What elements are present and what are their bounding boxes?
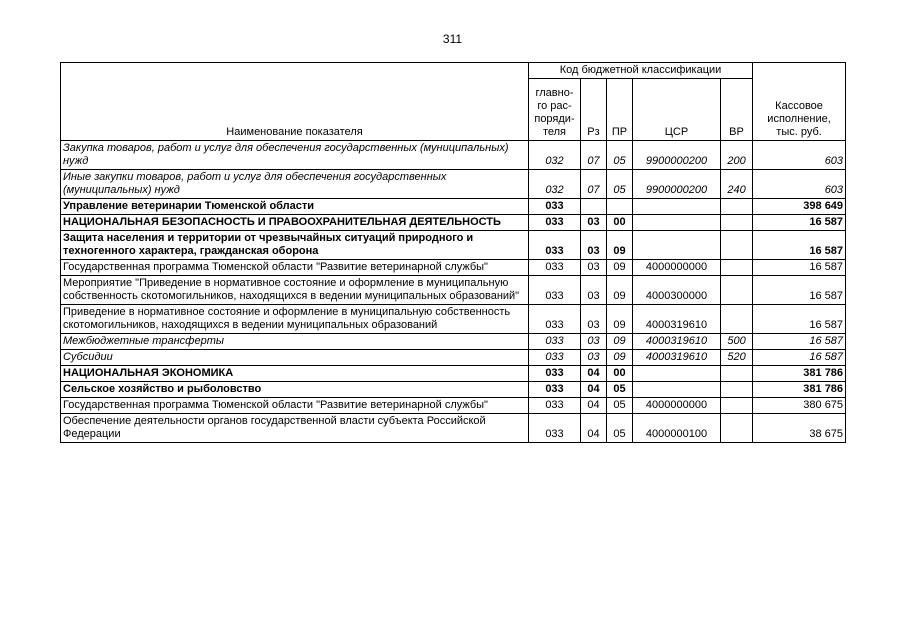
table-body [61,141,846,443]
cell-pr: 09 [607,231,633,260]
header-cash: Кассовое исполнение, тыс. руб. [753,63,846,141]
header-rz: Рз [581,79,607,141]
cell-sum: 16 587 [753,305,846,334]
cell-name: НАЦИОНАЛЬНАЯ ЭКОНОМИКА [61,366,529,382]
table-row [61,398,846,414]
cell-rz: 04 [581,382,607,398]
cell-rz [581,199,607,215]
table-row [61,260,846,276]
cell-pr: 09 [607,305,633,334]
cell-csr: 4000319610 [633,350,721,366]
cell-vr [721,414,753,443]
header-csr: ЦСР [633,79,721,141]
header-name: Наименование показателя [61,63,529,141]
cell-rz: 03 [581,260,607,276]
cell-csr: 4000000000 [633,398,721,414]
cell-rz: 03 [581,350,607,366]
cell-csr: 4000000100 [633,414,721,443]
cell-pr: 00 [607,215,633,231]
cell-sum: 16 587 [753,231,846,260]
budget-table [60,62,846,443]
cell-vr [721,398,753,414]
cell-sum: 380 675 [753,398,846,414]
cell-glavn: 033 [529,334,581,350]
cell-rz: 03 [581,215,607,231]
table-row [61,366,846,382]
cell-csr: 4000000000 [633,260,721,276]
cell-csr: 4000300000 [633,276,721,305]
cell-sum: 16 587 [753,334,846,350]
cell-rz: 03 [581,276,607,305]
cell-glavn: 033 [529,276,581,305]
cell-glavn: 033 [529,366,581,382]
cell-sum: 381 786 [753,382,846,398]
table-row [61,382,846,398]
page-number: 311 [442,32,463,46]
table-row [61,414,846,443]
cell-glavn: 033 [529,305,581,334]
cell-sum: 381 786 [753,366,846,382]
cell-sum: 16 587 [753,350,846,366]
cell-pr: 09 [607,260,633,276]
cell-vr: 200 [721,141,753,170]
cell-sum: 603 [753,141,846,170]
cell-rz: 03 [581,231,607,260]
cell-name: Межбюджетные трансферты [61,334,529,350]
cell-rz: 03 [581,305,607,334]
cell-vr [721,366,753,382]
cell-vr [721,276,753,305]
table-row [61,350,846,366]
cell-vr [721,260,753,276]
cell-csr [633,231,721,260]
cell-pr [607,199,633,215]
table-row [61,276,846,305]
cell-glavn: 033 [529,414,581,443]
cell-rz: 04 [581,398,607,414]
cell-glavn: 033 [529,382,581,398]
cell-vr [721,215,753,231]
header-pr: ПР [607,79,633,141]
cell-sum: 16 587 [753,276,846,305]
cell-name: Субсидии [61,350,529,366]
cell-csr [633,215,721,231]
cell-glavn: 032 [529,141,581,170]
cell-glavn: 033 [529,215,581,231]
cell-vr [721,199,753,215]
cell-vr: 520 [721,350,753,366]
cell-glavn: 033 [529,260,581,276]
cell-pr: 05 [607,414,633,443]
table-row [61,334,846,350]
table-row [61,215,846,231]
cell-name: Мероприятие "Приведение в нормативное состояние и оформление в муниципальную собственность скотомогильников, находящихся в ведении муниципальных образований" [61,276,529,305]
cell-vr: 240 [721,170,753,199]
table-row [61,305,846,334]
table-row [61,231,846,260]
cell-sum: 16 587 [753,215,846,231]
cell-name: Государственная программа Тюменской области "Развитие ветеринарной службы" [61,260,529,276]
cell-glavn: 032 [529,170,581,199]
cell-name: НАЦИОНАЛЬНАЯ БЕЗОПАСНОСТЬ И ПРАВООХРАНИТЕЛЬНАЯ ДЕЯТЕЛЬНОСТЬ [61,215,529,231]
cell-name: Управление ветеринарии Тюменской области [61,199,529,215]
cell-rz: 07 [581,141,607,170]
cell-csr [633,199,721,215]
cell-csr [633,382,721,398]
header-glavn: главно-го рас-поряди-теля [529,79,581,141]
cell-csr: 9900000200 [633,141,721,170]
header-kbk: Код бюджетной классификации [529,63,753,79]
cell-pr: 05 [607,382,633,398]
cell-rz: 07 [581,170,607,199]
cell-name: Сельское хозяйство и рыболовство [61,382,529,398]
cell-name: Защита населения и территории от чрезвычайных ситуаций природного и техногенного характера, гражданская оборона [61,231,529,260]
header-vr: ВР [721,79,753,141]
cell-name: Иные закупки товаров, работ и услуг для обеспечения государственных (муниципальных) нужд [61,170,529,199]
cell-glavn: 033 [529,231,581,260]
table-row [61,170,846,199]
cell-csr [633,366,721,382]
cell-vr [721,231,753,260]
cell-csr: 4000319610 [633,334,721,350]
cell-pr: 09 [607,350,633,366]
cell-pr: 09 [607,334,633,350]
cell-sum: 38 675 [753,414,846,443]
table-row [61,199,846,215]
cell-name: Закупка товаров, работ и услуг для обеспечения государственных (муниципальных) нужд [61,141,529,170]
cell-pr: 05 [607,170,633,199]
cell-rz: 04 [581,414,607,443]
cell-name: Государственная программа Тюменской области "Развитие ветеринарной службы" [61,398,529,414]
cell-csr: 9900000200 [633,170,721,199]
cell-sum: 398 649 [753,199,846,215]
table-row [61,141,846,170]
cell-csr: 4000319610 [633,305,721,334]
cell-vr: 500 [721,334,753,350]
cell-sum: 603 [753,170,846,199]
cell-glavn: 033 [529,398,581,414]
cell-name: Обеспечение деятельности органов государственной власти субъекта Российской Федерации [61,414,529,443]
cell-pr: 00 [607,366,633,382]
cell-sum: 16 587 [753,260,846,276]
cell-pr: 05 [607,141,633,170]
cell-pr: 05 [607,398,633,414]
cell-rz: 04 [581,366,607,382]
cell-vr [721,305,753,334]
cell-glavn: 033 [529,350,581,366]
cell-rz: 03 [581,334,607,350]
cell-vr [721,382,753,398]
cell-name: Приведение в нормативное состояние и оформление в муниципальную собственность скотомогильников, находящихся в ведении муниципальных образований [61,305,529,334]
cell-pr: 09 [607,276,633,305]
cell-glavn: 033 [529,199,581,215]
